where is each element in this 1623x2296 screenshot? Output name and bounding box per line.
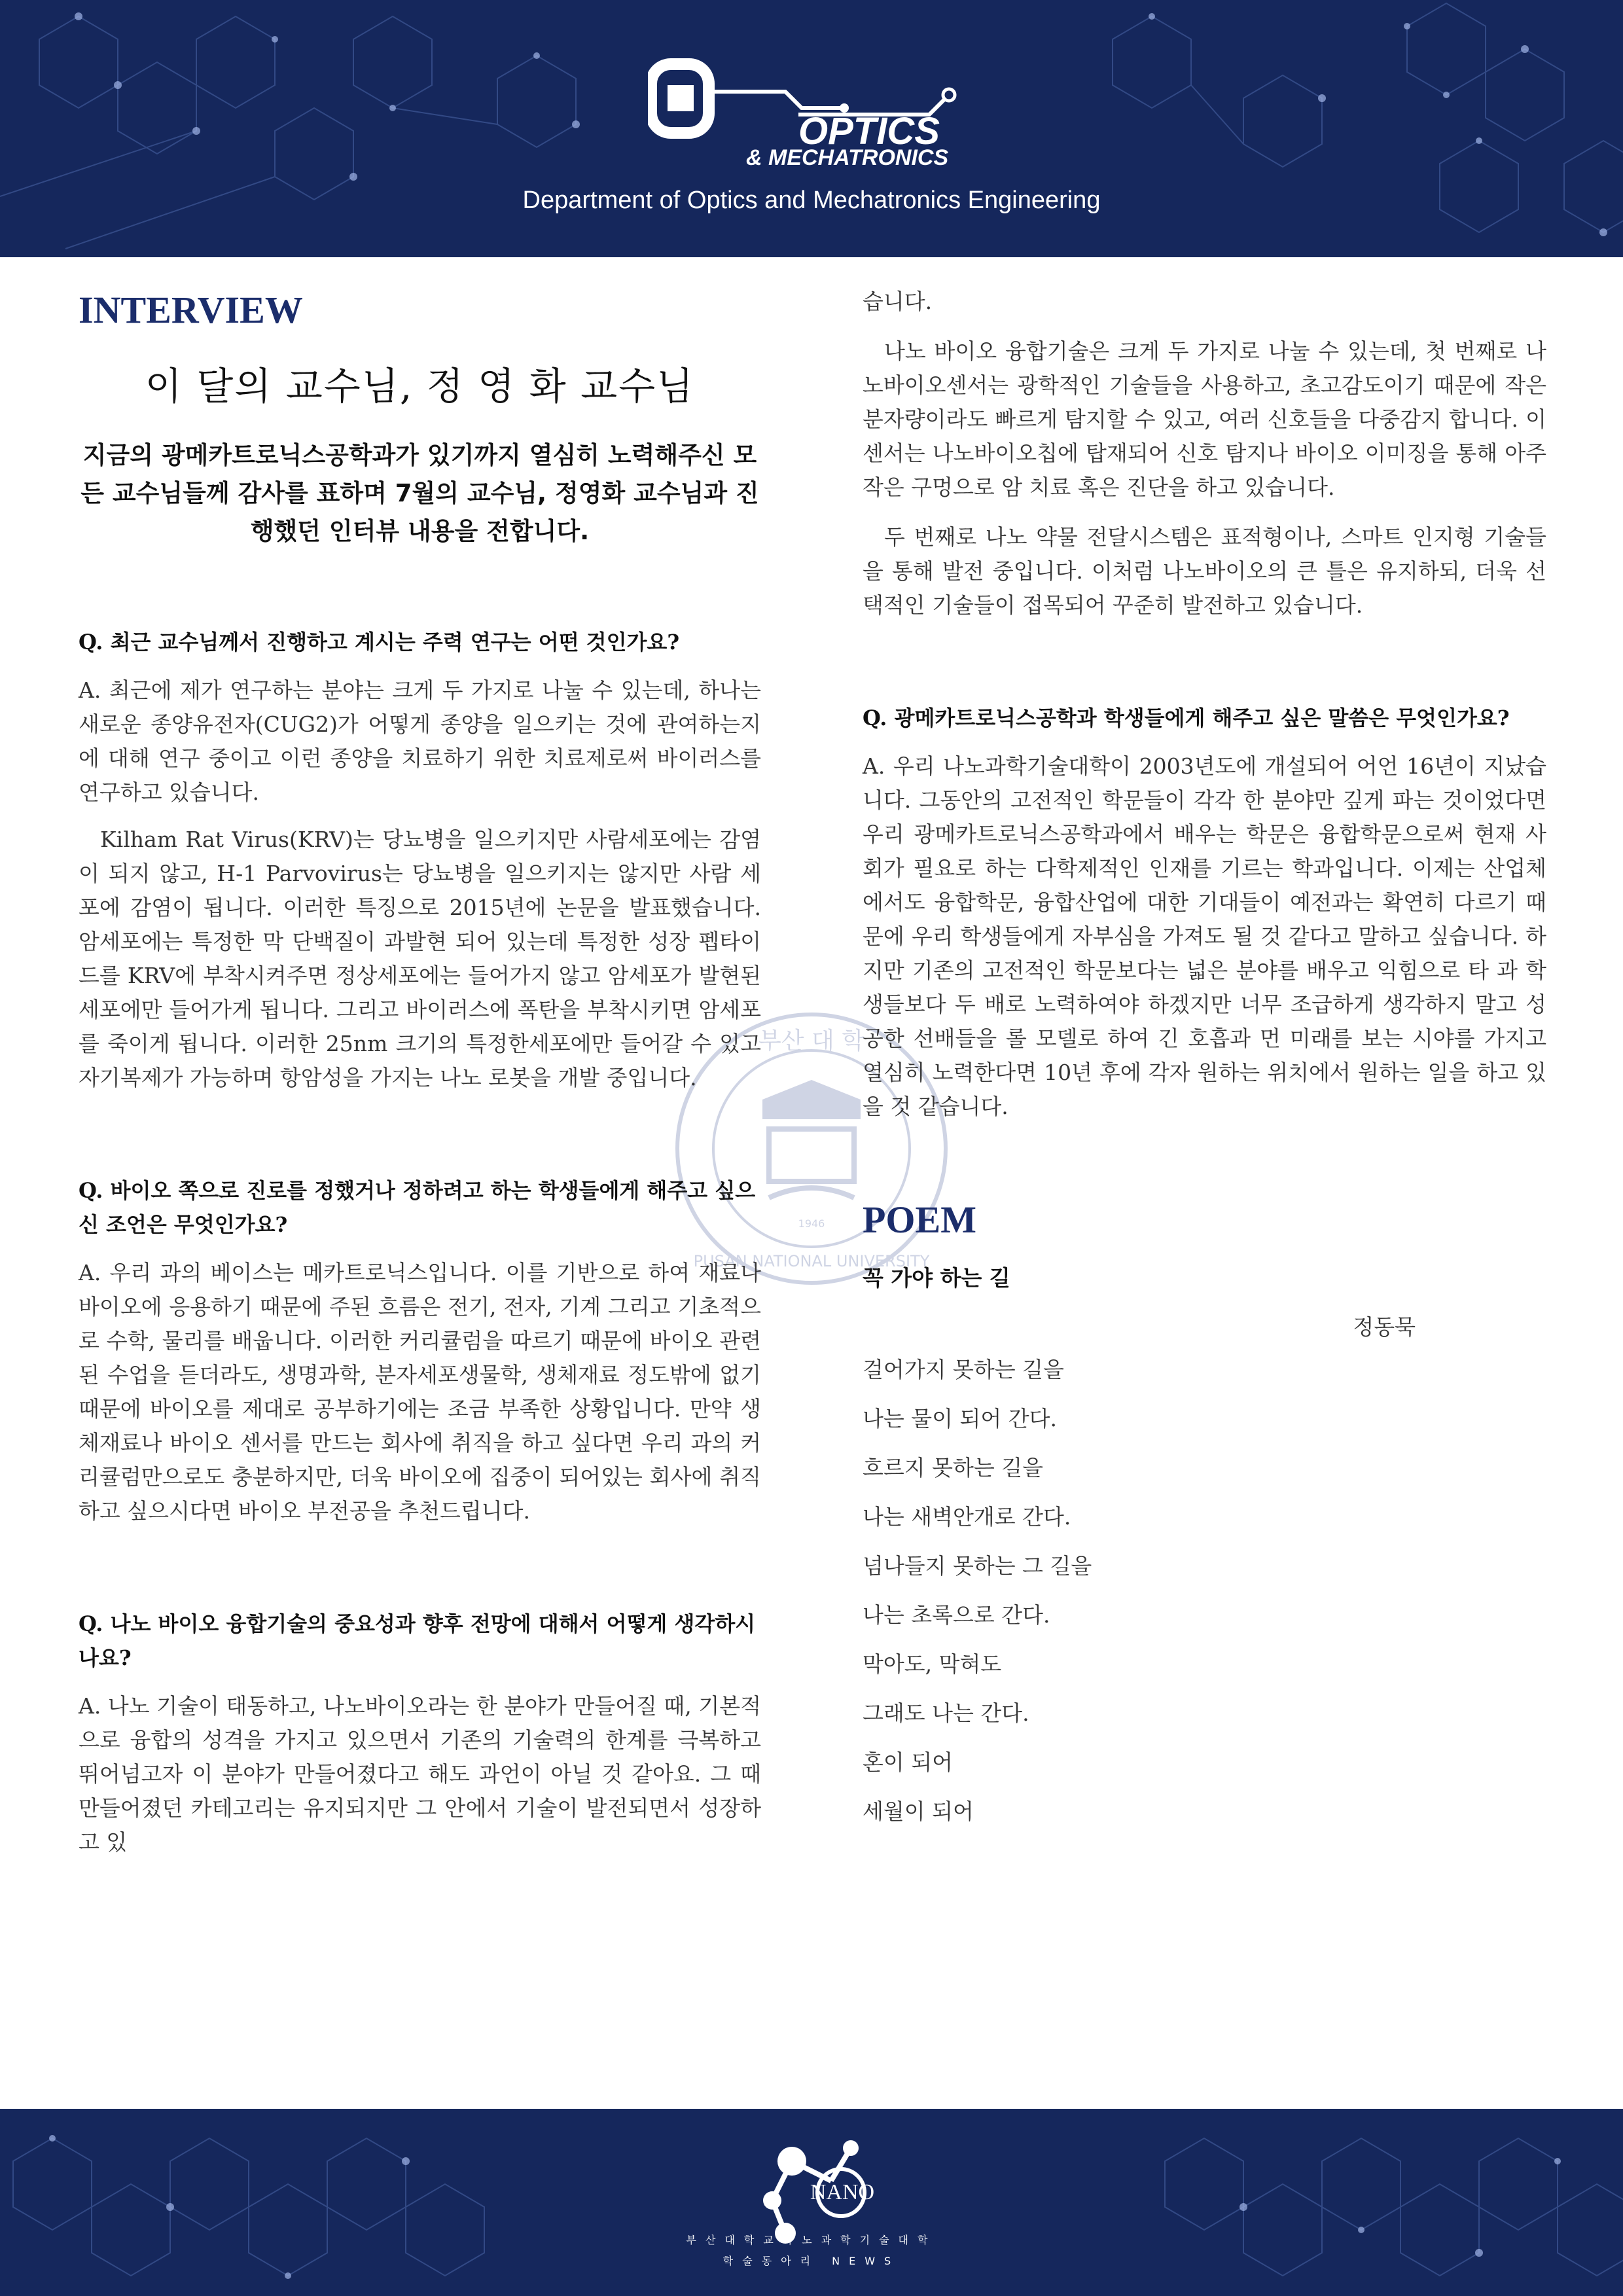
footer-club-name: 학술동아리 NEWS: [722, 2255, 901, 2267]
poem-section-title: POEM: [863, 1198, 976, 1241]
right-column: [863, 257, 1546, 1836]
svg-text:PUSAN NATIONAL UNIVERSITY: PUSAN NATIONAL UNIVERSITY: [693, 1252, 930, 1270]
svg-text:& MECHATRONICS: & MECHATRONICS: [746, 145, 949, 170]
answer-3-paragraph-1: A. 나노 기술이 태동하고, 나노바이오라는 한 분야가 만들어질 때, 기본적으로 융합의 성격을 가지고 있으면서 기존의 기술력의 한계를 극복하고 뛰어넘고자 이 분야가 만들어졌다고 해도 과언이 아닐 것 같아요. 그 때 만들어졌던 카테고리는 유지되지만 그 안에서 기술이 발전되면서 성장하고 있: [79, 1693, 761, 1855]
poem-line: 나는 초록으로 간다.: [863, 1602, 1050, 1628]
answer-3-paragraph-3: 두 번째로 나노 약물 전달시스템은 표적형이나, 스마트 인지형 기술들을 통해 발전 중입니다. 이처럼 나노바이오의 큰 틀은 유지하되, 더욱 선택적인 기술들이 접목되어 꾸준히 발전하고 있습니다.: [863, 524, 1546, 618]
svg-text:부산 대 학: 부산 대 학: [758, 1028, 865, 1054]
interview-intro: 지금의 광메카트로닉스공학과가 있기까지 열심히 노력해주신 모든 교수님들께 감사를 표하며 7월의 교수님, 정영화 교수님과 진행했던 인터뷰 내용을 전합니다.: [80, 441, 759, 545]
header-banner: [0, 0, 1623, 257]
department-name: Department of Optics and Mechatronics Engineering: [522, 187, 1101, 214]
question-4: Q. 광메카트로닉스공학과 학생들에게 해주고 싶은 말씀은 무엇인가요?: [863, 706, 1510, 730]
svg-text:NANO: NANO: [810, 2180, 875, 2204]
svg-text:1946: 1946: [798, 1217, 825, 1230]
answer-1-paragraph-2: Kilham Rat Virus(KRV)는 당뇨병을 일으키지만 사람세포에는 감염이 되지 않고, H-1 Parvovirus는 당뇨병을 일으키지는 않지만 사람 세포에 감염이 됩니다. 이러한 특징으로 2015년에 논문을 발표했습니다. 암세포에는 특정한 막 단백질이 과발현 되어 있는데 특정한 성장 펩타이드를 KRV에 부착시켜주면 정상세포에는 들어가지 않고 암세포가 발현된 세포에만 들어가게 됩니다. 그리고 바이러스에 폭탄을 부착시키면 암세포를 죽이게 됩니다. 이러한 25nm 크기의 특정한세포에만 들어갈 수 있고 자기복제가 가능하며 항암성을 가지는 나노 로봇을 개발 중입니다.: [79, 827, 761, 1090]
poem-line: 흐르지 못하는 길을: [863, 1455, 1044, 1480]
poem-line: 막아도, 막혀도: [863, 1651, 1002, 1677]
poem-line: 나는 물이 되어 간다.: [863, 1406, 1057, 1431]
question-1: Q. 최근 교수님께서 진행하고 계시는 주력 연구는 어떤 것인가요?: [79, 630, 680, 655]
poem-line: 나는 새벽안개로 간다.: [863, 1504, 1071, 1530]
poem-line: 넘나들지 못하는 그 길을: [863, 1553, 1092, 1579]
svg-text:OPTICS: OPTICS: [798, 110, 940, 152]
interview-section-title: INTERVIEW: [79, 289, 303, 331]
optics-mechatronics-logo: [648, 52, 975, 170]
question-2: Q. 바이오 쪽으로 진로를 정했거나 정하려고 하는 학생들에게 해주고 싶으신 조언은 무엇인가요?: [79, 1178, 756, 1237]
answer-4: A. 우리 나노과학기술대학이 2003년도에 개설되어 어언 16년이 지났습니다. 그동안의 고전적인 학문들이 각각 한 분야만 깊게 파는 것이었다면 우리 광메카트로닉스공학과에서 배우는 학문은 융합학문으로써 현재 사회가 필요로 하는 다학제적인 인재를 기르는 학과입니다. 이제는 산업체에서도 융합학문, 융합산업에 대한 기대들이 예전과는 확연히 다르기 때문에 우리 학생들에게 자부심을 가져도 될 것 같다고 말하고 싶습니다. 하지만 기존의 고전적인 학문보다는 넓은 분야를 배우고 익힘으로 타 과 학생들보다 두 배로 노력하여야 하겠지만 너무 조급하게 생각하지 말고 성공한 선배들을 롤 모델로 하여 긴 호흡과 먼 미래를 보는 시야를 가지고 열심히 노력한다면 10년 후에 각자 원하는 위치에서 원하는 일을 하고 있을 것 같습니다.: [863, 753, 1546, 1119]
answer-3-continuation: 습니다.: [863, 289, 933, 314]
poem-title: 꼭 가야 하는 길: [863, 1265, 1010, 1291]
answer-1-paragraph-1: A. 최근에 제가 연구하는 분야는 크게 두 가지로 나눌 수 있는데, 하나는 새로운 종양유전자(CUG2)가 어떻게 종양을 일으키는 것에 관여하는지에 대해 연구 중이고 이런 종양을 치료하기 위한 치료제로써 바이러스를 연구하고 있습니다.: [79, 677, 761, 805]
poem-line: 그래도 나는 간다.: [863, 1700, 1029, 1726]
poem-line: 걸어가지 못하는 길을: [863, 1357, 1064, 1382]
poem-line: 혼이 되어: [863, 1749, 954, 1775]
poem-body: [863, 1345, 1546, 1836]
footer-college-name: 부산대학교나노과학기술대학: [686, 2234, 937, 2246]
answer-2: A. 우리 과의 베이스는 메카트로닉스입니다. 이를 기반으로 하여 재료나 바이오에 응용하기 때문에 주된 흐름은 전기, 전자, 기계 그리고 기초적으로 수학, 물리를 배웁니다. 이러한 커리큘럼을 따르기 때문에 바이오 관련된 수업을 듣더라도, 생명과학, 분자세포생물학, 생체재료 정도밖에 없기 때문에 바이오를 제대로 공부하기에는 조금 부족한 상황입니다. 만약 생체재료나 바이오 센서를 만드는 회사에 취직을 하고 싶다면 우리 과의 커리큘럼만으로도 충분하지만, 더욱 바이오에 집중이 되어있는 회사에 취직하고 싶으시다면 바이오 부전공을 추천드립니다.: [79, 1260, 761, 1524]
interview-headline: 이 달의 교수님, 정 영 화 교수님: [145, 364, 695, 408]
footer-banner: [0, 2109, 1623, 2296]
question-3: Q. 나노 바이오 융합기술의 중요성과 향후 전망에 대해서 어떻게 생각하시나요?: [79, 1611, 756, 1670]
answer-3-paragraph-2: 나노 바이오 융합기술은 크게 두 가지로 나눌 수 있는데, 첫 번째로 나노바이오센서는 광학적인 기술들을 사용하고, 초고감도이기 때문에 작은 분자량이라도 빠르게 탐지할 수 있고, 여러 신호들을 다중감지 합니다. 이 센서는 나노바이오칩에 탑재되어 신호 탐지나 바이오 이미징을 통해 아주 작은 구멍으로 암 치료 혹은 진단을 하고 있습니다.: [863, 338, 1546, 500]
poem-author: 정동묵: [1353, 1314, 1416, 1340]
left-column: [79, 257, 761, 1859]
poem-line: 세월이 되어: [863, 1799, 974, 1824]
